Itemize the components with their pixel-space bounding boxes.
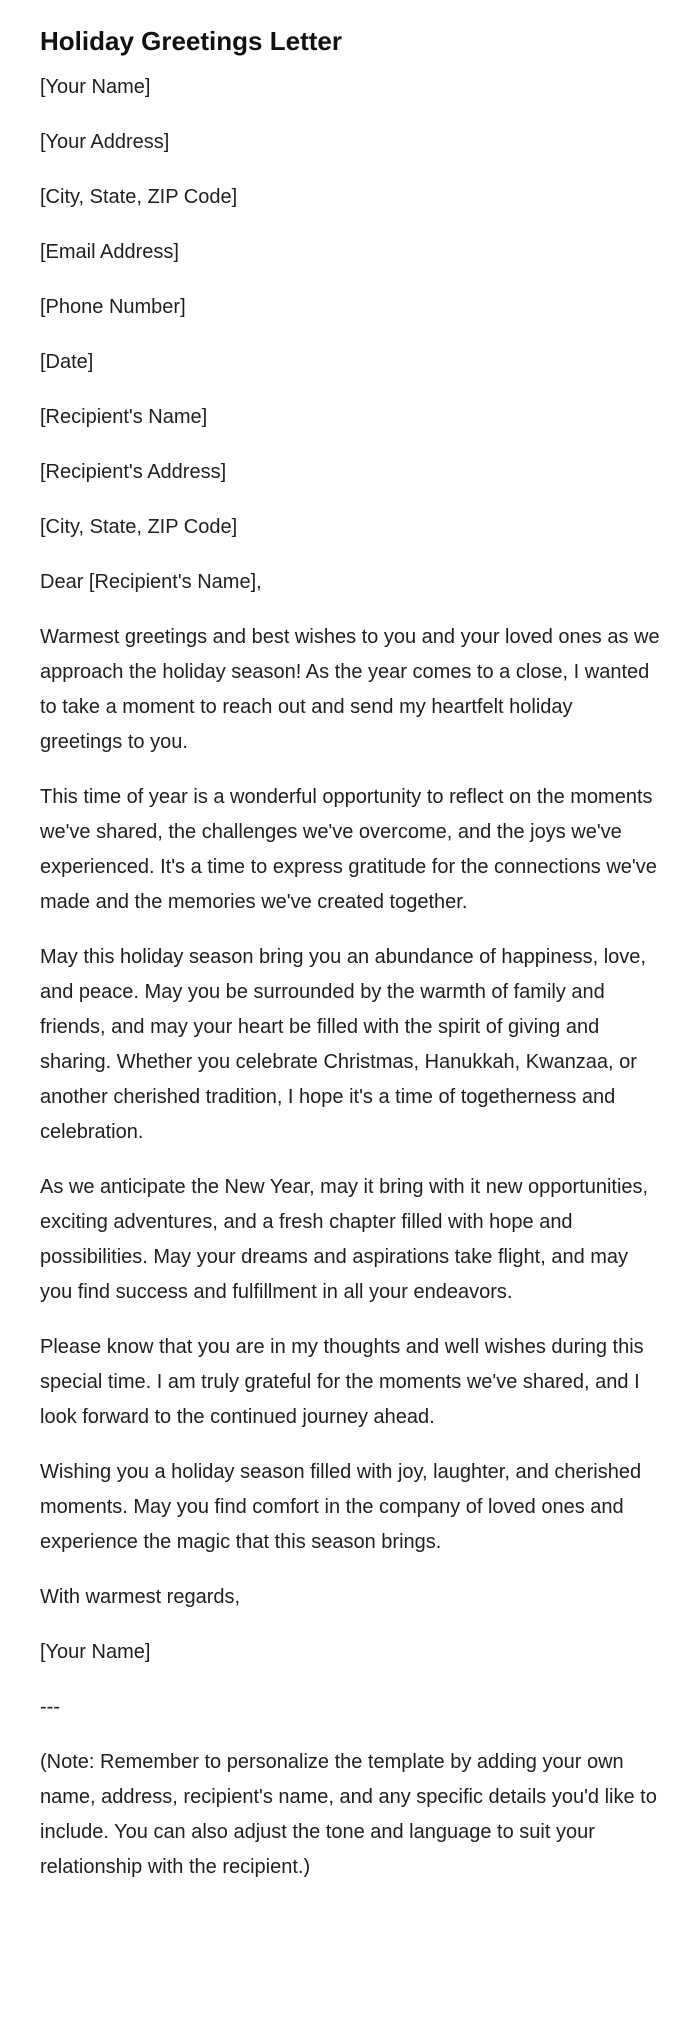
body-paragraph-4: As we anticipate the New Year, may it bring with it new opportunities, exciting adventures, and a fresh chapter filled with hope and possibilities. May your dreams and aspirations take flight, and may you find success and fulfillment in all your endeavors. — [40, 1176, 649, 1303]
body-paragraph-5: Please know that you are in my thoughts and well wishes during this special time. I am truly grateful for the moments we've shared, and I look forward to the continued journey ahead. — [40, 1336, 644, 1428]
body-paragraph-1: Warmest greetings and best wishes to you and your loved ones as we approach the holiday season! As the year comes to a close, I wanted to take a moment to reach out and send my heartfelt holiday greetings to you. — [40, 626, 660, 753]
recipient-city-state-zip: [City, State, ZIP Code] — [40, 516, 238, 538]
recipient-address: [Recipient's Address] — [40, 461, 227, 483]
sender-address: [Your Address] — [40, 131, 170, 153]
separator: --- — [40, 1696, 60, 1718]
body-paragraph-3: May this holiday season bring you an abundance of happiness, love, and peace. May you be surrounded by the warmth of family and friends, and may your heart be filled with the spirit of giving and sharing. Whether you celebrate Christmas, Hanukkah, Kwanzaa, or another cherished tradition, I hope it's a time of togetherness and celebration. — [40, 946, 646, 1143]
sender-city-state-zip: [City, State, ZIP Code] — [40, 186, 238, 208]
closing: With warmest regards, — [40, 1586, 241, 1608]
recipient-name: [Recipient's Name] — [40, 406, 208, 428]
letter-date: [Date] — [40, 351, 94, 373]
sender-phone: [Phone Number] — [40, 296, 186, 318]
signature: [Your Name] — [40, 1641, 151, 1663]
body-paragraph-6: Wishing you a holiday season filled with joy, laughter, and cherished moments. May you find comfort in the company of loved ones and experience the magic that this season brings. — [40, 1461, 642, 1553]
sender-email: [Email Address] — [40, 241, 179, 263]
template-note: (Note: Remember to personalize the template by adding your own name, address, recipient's name, and any specific details you'd like to include. You can also adjust the tone and language to suit your relationship with the recipient.) — [40, 1751, 657, 1878]
sender-name: [Your Name] — [40, 76, 151, 98]
page-title: Holiday Greetings Letter — [40, 26, 342, 56]
body-paragraph-2: This time of year is a wonderful opportunity to reflect on the moments we've shared, the challenges we've overcome, and the joys we've experienced. It's a time to express gratitude for the connections we've made and the memories we've created together. — [40, 786, 657, 913]
salutation: Dear [Recipient's Name], — [40, 571, 262, 593]
